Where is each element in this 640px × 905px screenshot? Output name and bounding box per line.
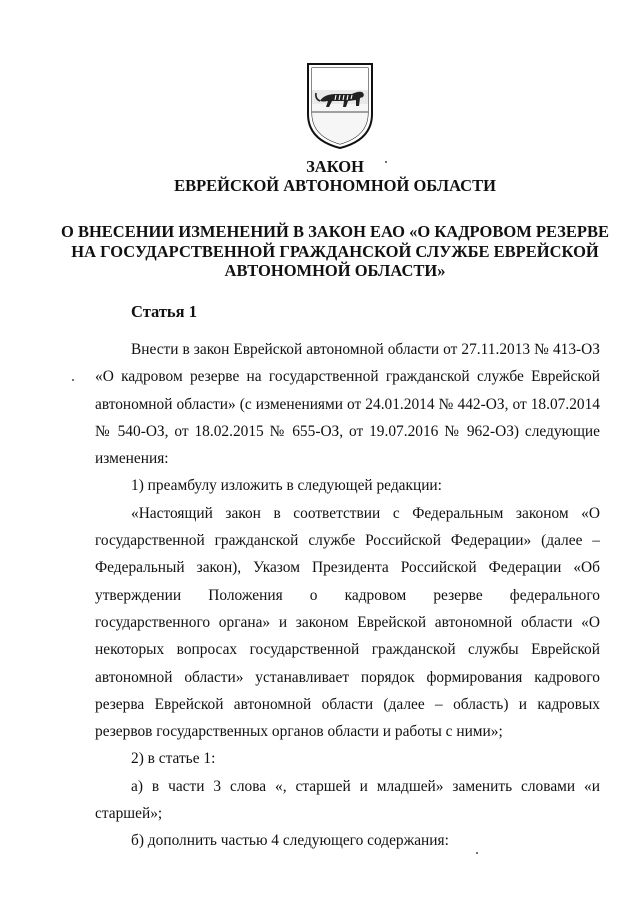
paragraph-item-2: 2) в статье 1: — [131, 750, 216, 768]
scan-speck — [385, 161, 387, 163]
paragraph-preamble-quote: «Настоящий закон в соответствии с Федеральным законом «О государственной гражданской службе Российской Федерации» (далее – Федеральный закон), Указом Президента Российской Федерации «Об утверждении Положения о кадровом резерве федерального государственного органа» и законом Еврейской автономной области «О некоторых вопросах государственной гражданской службы Еврейской автономной области» устанавливает порядок формирования кадрового резерва Еврейской автономной области (далее – область) и кадровых резервов государственных органов области и работы с ними»; — [95, 504, 600, 741]
amendment-title-line: АВТОНОМНОЙ ОБЛАСТИ» — [224, 261, 446, 280]
scan-speck — [72, 379, 74, 381]
scan-speck — [476, 852, 478, 854]
paragraph-item-1: 1) преамбулу изложить в следующей редакции: — [131, 477, 442, 495]
law-title: ЗАКОН — [306, 157, 364, 176]
paragraph-item-2b: б) дополнить частью 4 следующего содержания: — [131, 832, 449, 850]
amendment-title — [60, 222, 610, 281]
region-title: ЕВРЕЙСКОЙ АВТОНОМНОЙ ОБЛАСТИ — [174, 176, 496, 195]
article-body — [95, 336, 600, 855]
coat-of-arms-emblem — [302, 56, 378, 152]
amendment-title-line: НА ГОСУДАРСТВЕННОЙ ГРАЖДАНСКОЙ СЛУЖБЕ ЕВРЕЙСКОЙ — [71, 241, 599, 261]
paragraph-intro: Внести в закон Еврейской автономной области от 27.11.2013 № 413-ОЗ «О кадровом резерве на государственной гражданской службе Еврейской автономной области» (с изменениями от 24.01.2014 № 442-ОЗ, от 18.07.2014 № 540-ОЗ, от 18.02.2015 № 655-ОЗ, от 19.07.2016 № 962-ОЗ) следующие изменения: — [95, 341, 600, 468]
article-heading: Статья 1 — [131, 302, 197, 321]
paragraph-item-2a: а) в части 3 слова «, старшей и младшей» заменить словами «и старшей»; — [95, 777, 600, 823]
amendment-title-line: О ВНЕСЕНИИ ИЗМЕНЕНИЙ В ЗАКОН ЕАО «О КАДРОВОМ РЕЗЕРВЕ — [61, 222, 609, 241]
